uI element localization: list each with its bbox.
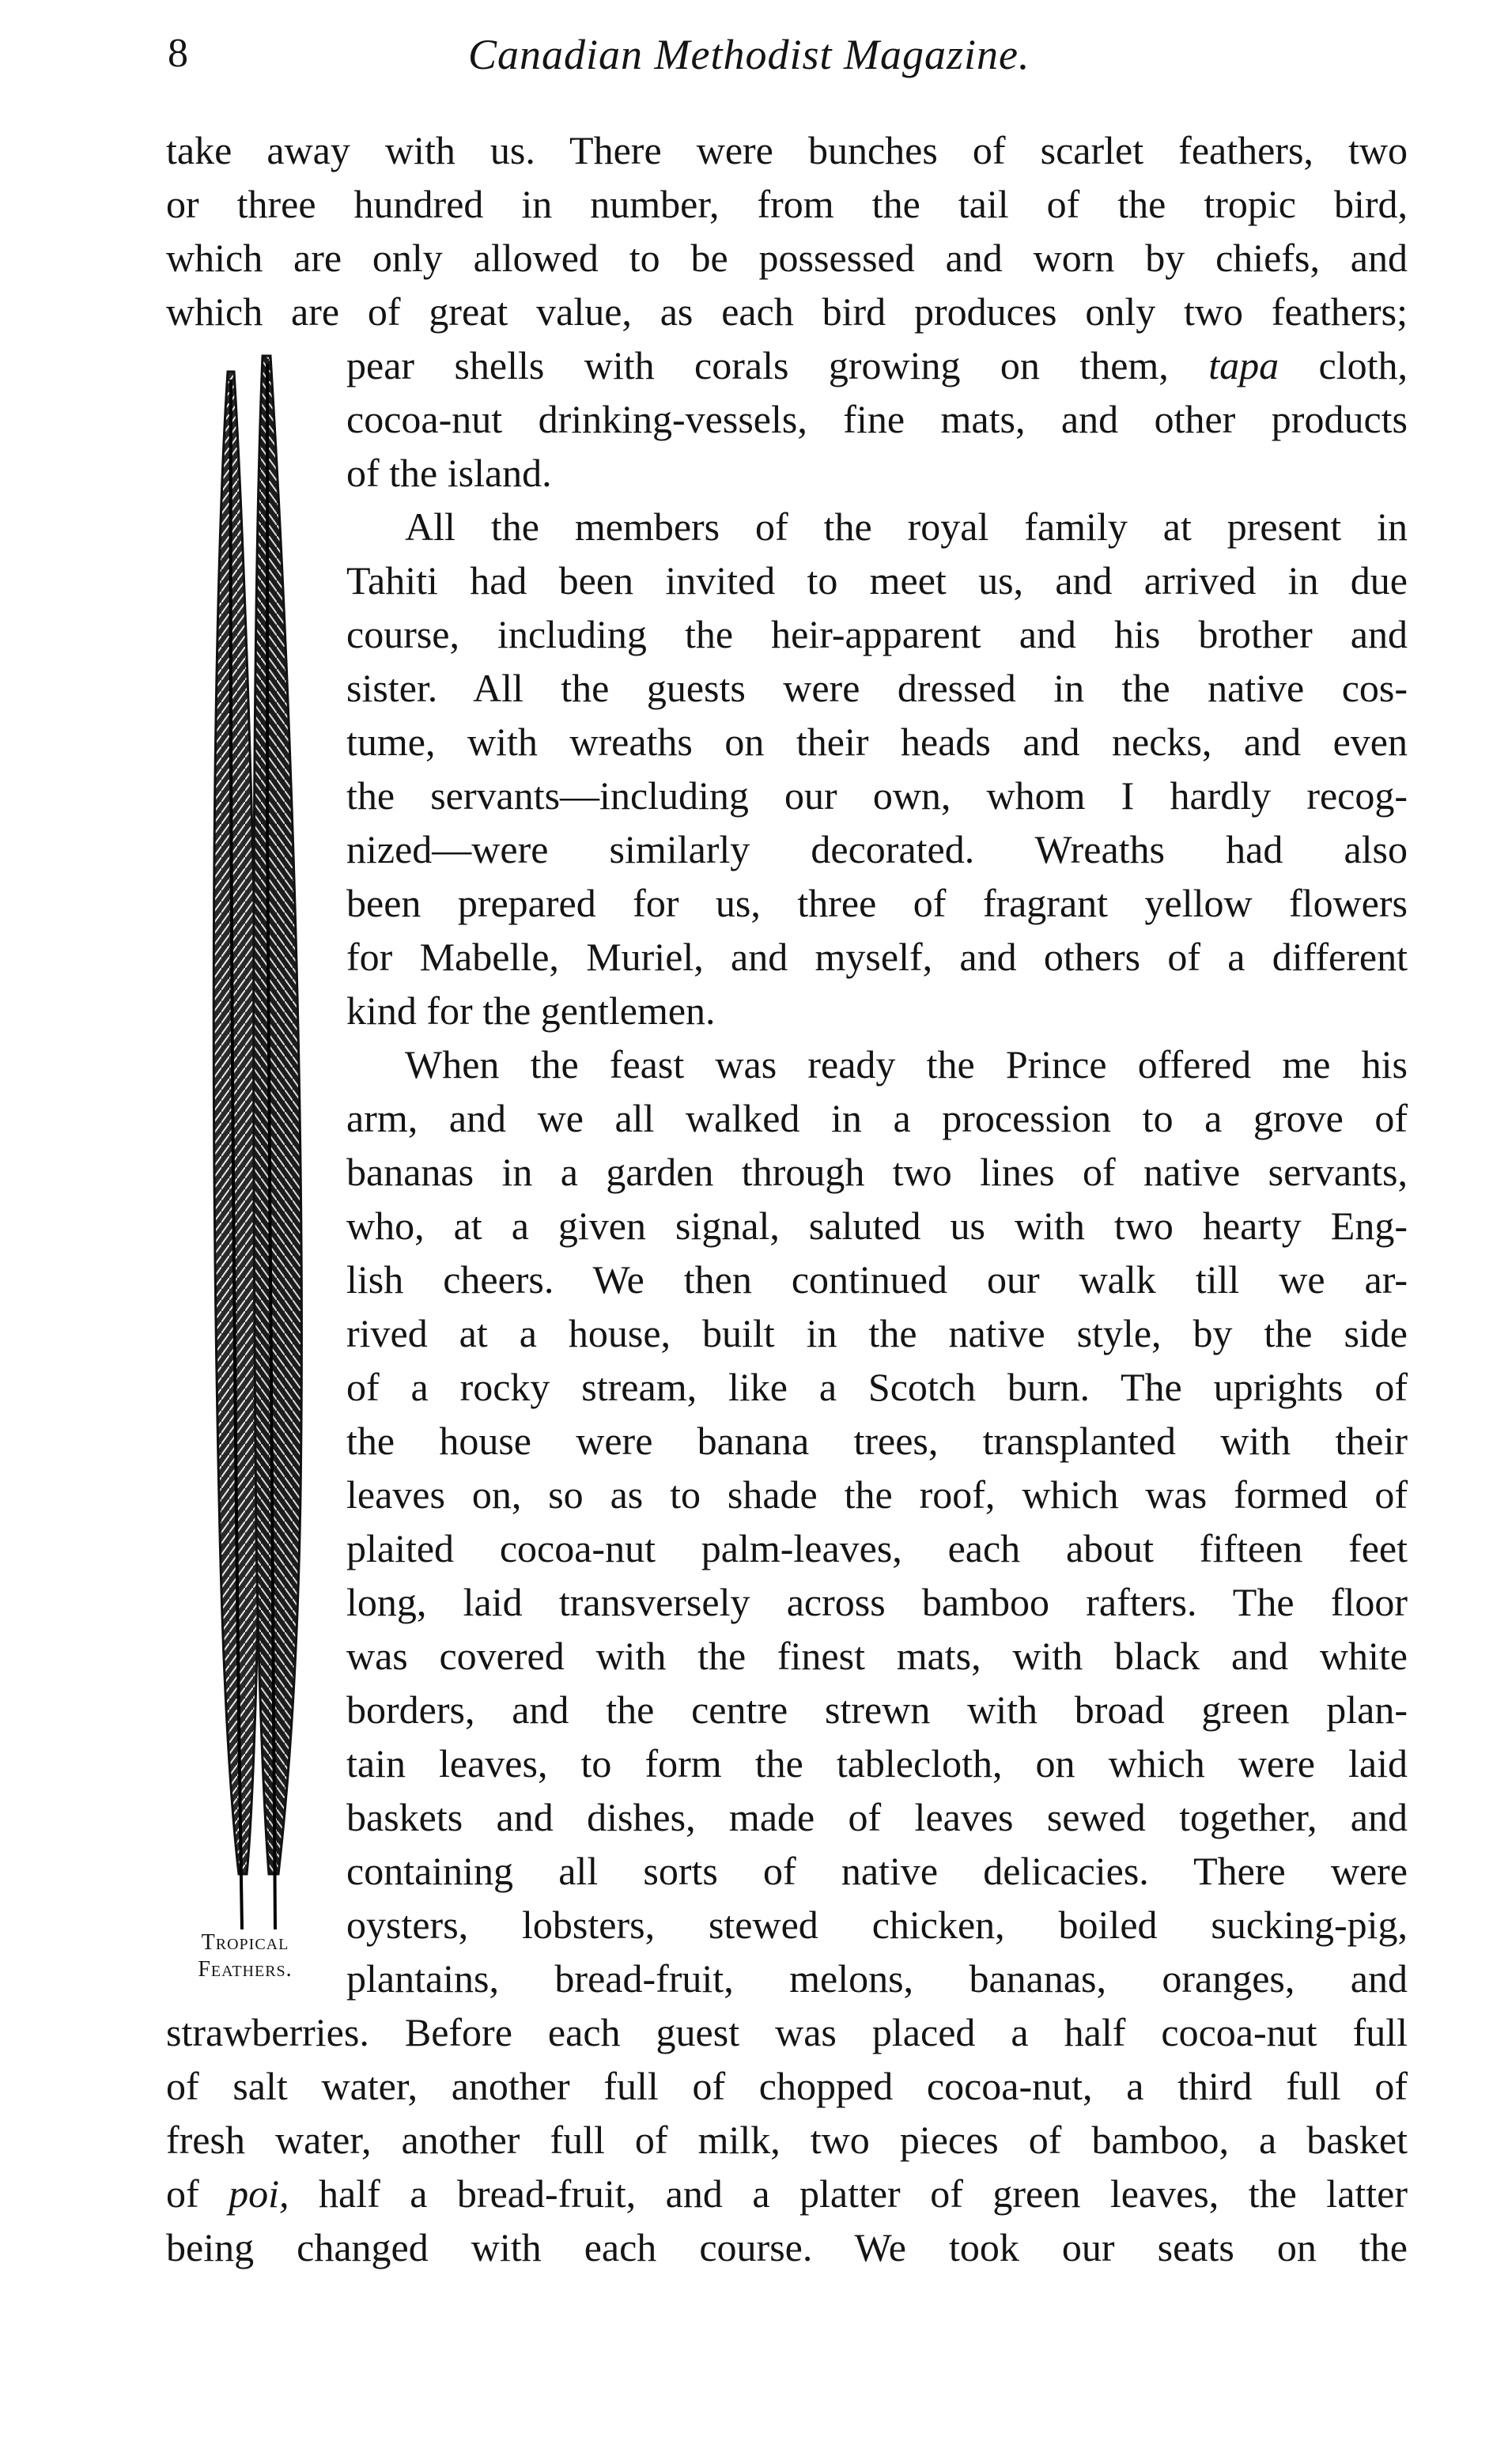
text-line: been prepared for us, three of fragrant yellow flowers (346, 881, 1408, 925)
text-run: of (166, 2171, 199, 2216)
text-line: fresh water, another full of milk, two pieces of bamboo, a basket (166, 2118, 1408, 2162)
text-line: plaited cocoa-nut palm-leaves, each about fifteen feet (346, 1526, 1408, 1570)
page-header (168, 24, 1409, 87)
text-line: kind for the gentlemen. (346, 988, 716, 1033)
text-line: was covered with the finest mats, with black and white (346, 1634, 1408, 1678)
text-line: long, laid transversely across bamboo rafters. The floor (346, 1580, 1408, 1624)
text-line: containing all sorts of native delicacies. There were (346, 1849, 1408, 1893)
text-run: pear shells with corals growing on them, (346, 343, 1169, 387)
text-line: borders, and the centre strewn with broad green plan- (346, 1687, 1408, 1732)
paragraph-start: All the members of the royal family at present in (405, 505, 1408, 549)
text-line: of the island. (346, 451, 552, 495)
text-line: baskets and dishes, made of leaves sewed together, and (346, 1795, 1408, 1839)
figure-caption (166, 1929, 324, 1983)
text-line: of salt water, another full of chopped cocoa-nut, a third full of (166, 2064, 1408, 2108)
text-line (346, 342, 1408, 389)
text-line: lish cheers. We then continued our walk till we ar- (346, 1257, 1408, 1302)
text-line: leaves on, so as to shade the roof, which was formed of (346, 1472, 1408, 1517)
text-line: oysters, lobsters, stewed chicken, boiled sucking-pig, (346, 1903, 1408, 1947)
text-line: being changed with each course. We took our seats on the (166, 2225, 1408, 2269)
text-line: sister. All the guests were dressed in the native cos- (346, 666, 1408, 710)
text-run: half a bread-fruit, and a platter of green leaves, the latter (319, 2171, 1408, 2216)
text-line: strawberries. Before each guest was placed a half cocoa-nut full (166, 2010, 1408, 2054)
italic-word-poi: poi, (229, 2171, 289, 2216)
text-line: for Mabelle, Muriel, and myself, and others of a different (346, 935, 1408, 979)
page-number: 8 (168, 31, 188, 76)
caption-line: Feathers. (198, 1957, 293, 1982)
text-line: nized—were similarly decorated. Wreaths had also (346, 827, 1408, 871)
text-line: tume, with wreaths on their heads and necks, and even (346, 720, 1408, 764)
text-line: the house were banana trees, transplanted with their (346, 1419, 1408, 1463)
text-line: tain leaves, to form the tablecloth, on which were laid (346, 1741, 1408, 1786)
text-line: Tahiti had been invited to meet us, and arrived in due (346, 558, 1408, 603)
text-line: plantains, bread-fruit, melons, bananas, oranges, and (346, 1956, 1408, 2001)
text-line: arm, and we all walked in a procession to a grove of (346, 1096, 1408, 1140)
text-line: rived at a house, built in the native style, by the side (346, 1311, 1408, 1355)
text-line: which are only allowed to be possessed and worn by chiefs, and (166, 236, 1408, 280)
paragraph-start: When the feast was ready the Prince offered me his (405, 1042, 1408, 1087)
text-line: or three hundred in number, from the tail of the tropic bird, (166, 182, 1408, 226)
tropic-bird-feathers-icon (206, 348, 316, 1937)
text-line: the servants—including our own, whom I hardly recog- (346, 773, 1408, 818)
italic-word-tapa: tapa (1208, 343, 1279, 387)
text-line: which are of great value, as each bird produces only two feathers; (166, 289, 1408, 334)
text-line (166, 2170, 1408, 2217)
text-line: who, at a given signal, saluted us with two hearty Eng- (346, 1204, 1408, 1248)
text-line: of a rocky stream, like a Scotch burn. The uprights of (346, 1365, 1408, 1409)
text-line: take away with us. There were bunches of scarlet feathers, two (166, 128, 1408, 172)
text-line: cocoa-nut drinking-vessels, fine mats, and other products (346, 397, 1408, 441)
text-line: bananas in a garden through two lines of native servants, (346, 1150, 1408, 1194)
text-run: cloth, (1318, 343, 1408, 387)
running-title: Canadian Methodist Magazine. (468, 31, 1030, 78)
caption-line: Tropical (201, 1930, 289, 1955)
text-line: course, including the heir-apparent and his brother and (346, 612, 1408, 656)
